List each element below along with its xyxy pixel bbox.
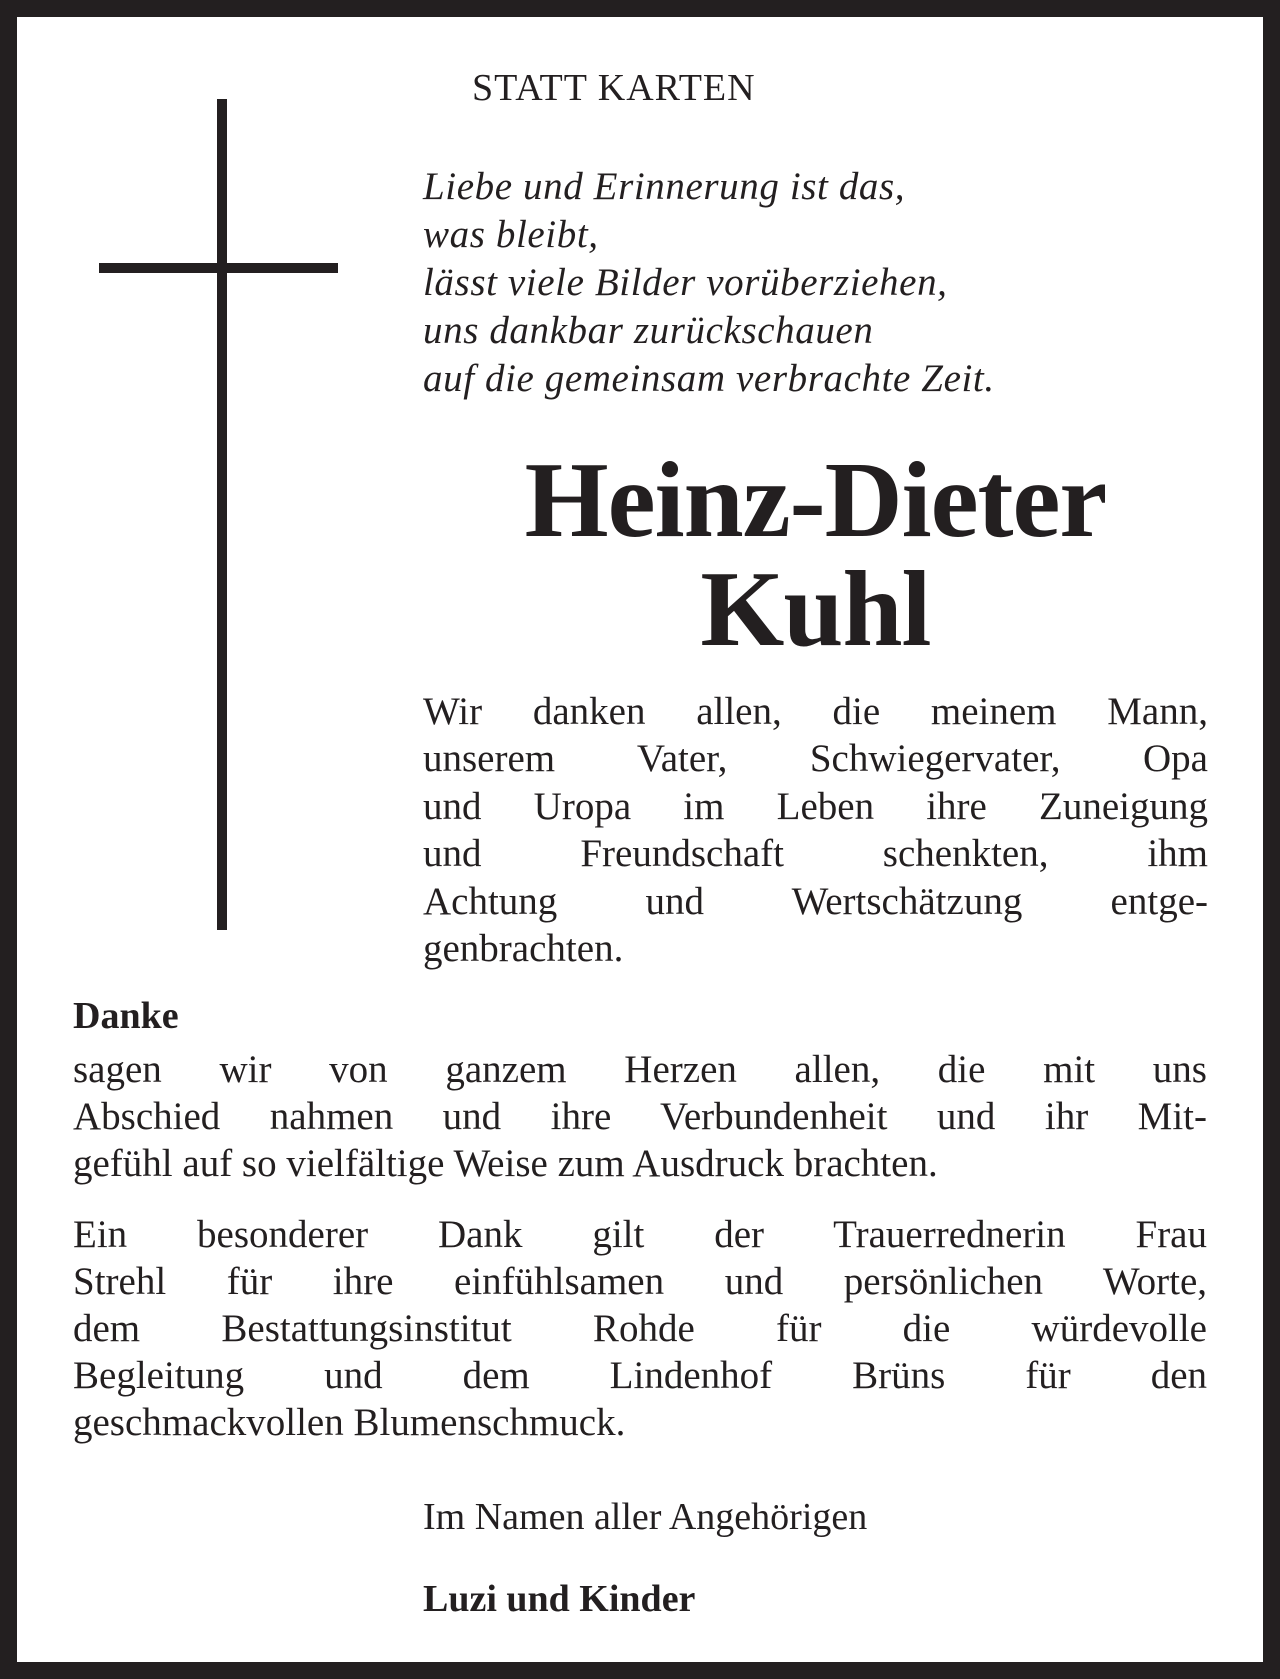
thanks-paragraph-1 <box>73 1046 1207 1187</box>
deceased-last-name: Kuhl <box>700 550 931 669</box>
poem-line: was bleibt, <box>423 213 599 256</box>
signature-names: Luzi und Kinder <box>423 1578 696 1620</box>
danke-heading: Danke <box>73 995 179 1037</box>
poem-line: Liebe und Erinnerung ist das, <box>423 165 906 208</box>
signature-line: Im Namen aller Angehörigen <box>423 1496 868 1538</box>
poem-line: uns dankbar zurückschauen <box>423 309 874 352</box>
text-line: sagen wir von ganzem Herzen allen, die mit uns <box>73 1048 1207 1091</box>
text-line: und Freundschaft schenkten, ihm <box>423 832 1208 876</box>
poem <box>423 163 995 403</box>
text-line: und Uropa im Leben ihre Zuneigung <box>423 784 1208 828</box>
header-statt-karten: STATT KARTEN <box>472 67 756 109</box>
text-line: Achtung und Wertschätzung entge- <box>423 879 1208 923</box>
poem-line: lässt viele Bilder vorüberziehen, <box>423 261 948 304</box>
deceased-first-name: Heinz-Dieter <box>524 441 1107 560</box>
text-line: Begleitung und dem Lindenhof Brüns für den <box>73 1354 1207 1397</box>
poem-line: auf die gemeinsam verbrachte Zeit. <box>423 357 995 400</box>
thanks-paragraph-2 <box>73 1211 1207 1446</box>
text-line: Strehl für ihre einfühlsamen und persönlichen Worte, <box>73 1260 1207 1303</box>
text-line: Ein besonderer Dank gilt der Trauerrednerin Frau <box>73 1213 1207 1256</box>
text-line: gefühl auf so vielfältige Weise zum Ausdruck brachten. <box>73 1142 938 1185</box>
cross-icon-vertical-bar <box>217 99 227 930</box>
text-line: dem Bestattungsinstitut Rohde für die würdevolle <box>73 1307 1207 1350</box>
text-line: genbrachten. <box>423 926 624 970</box>
text-line: Wir danken allen, die meinem Mann, <box>423 690 1208 733</box>
cross-icon-horizontal-bar <box>99 263 338 273</box>
text-line: unserem Vater, Schwiegervater, Opa <box>423 737 1208 781</box>
text-line: geschmackvollen Blumenschmuck. <box>73 1401 626 1444</box>
thanks-intro-paragraph <box>423 688 1208 972</box>
text-line: Abschied nahmen und ihre Verbundenheit und ihr Mit- <box>73 1095 1207 1138</box>
